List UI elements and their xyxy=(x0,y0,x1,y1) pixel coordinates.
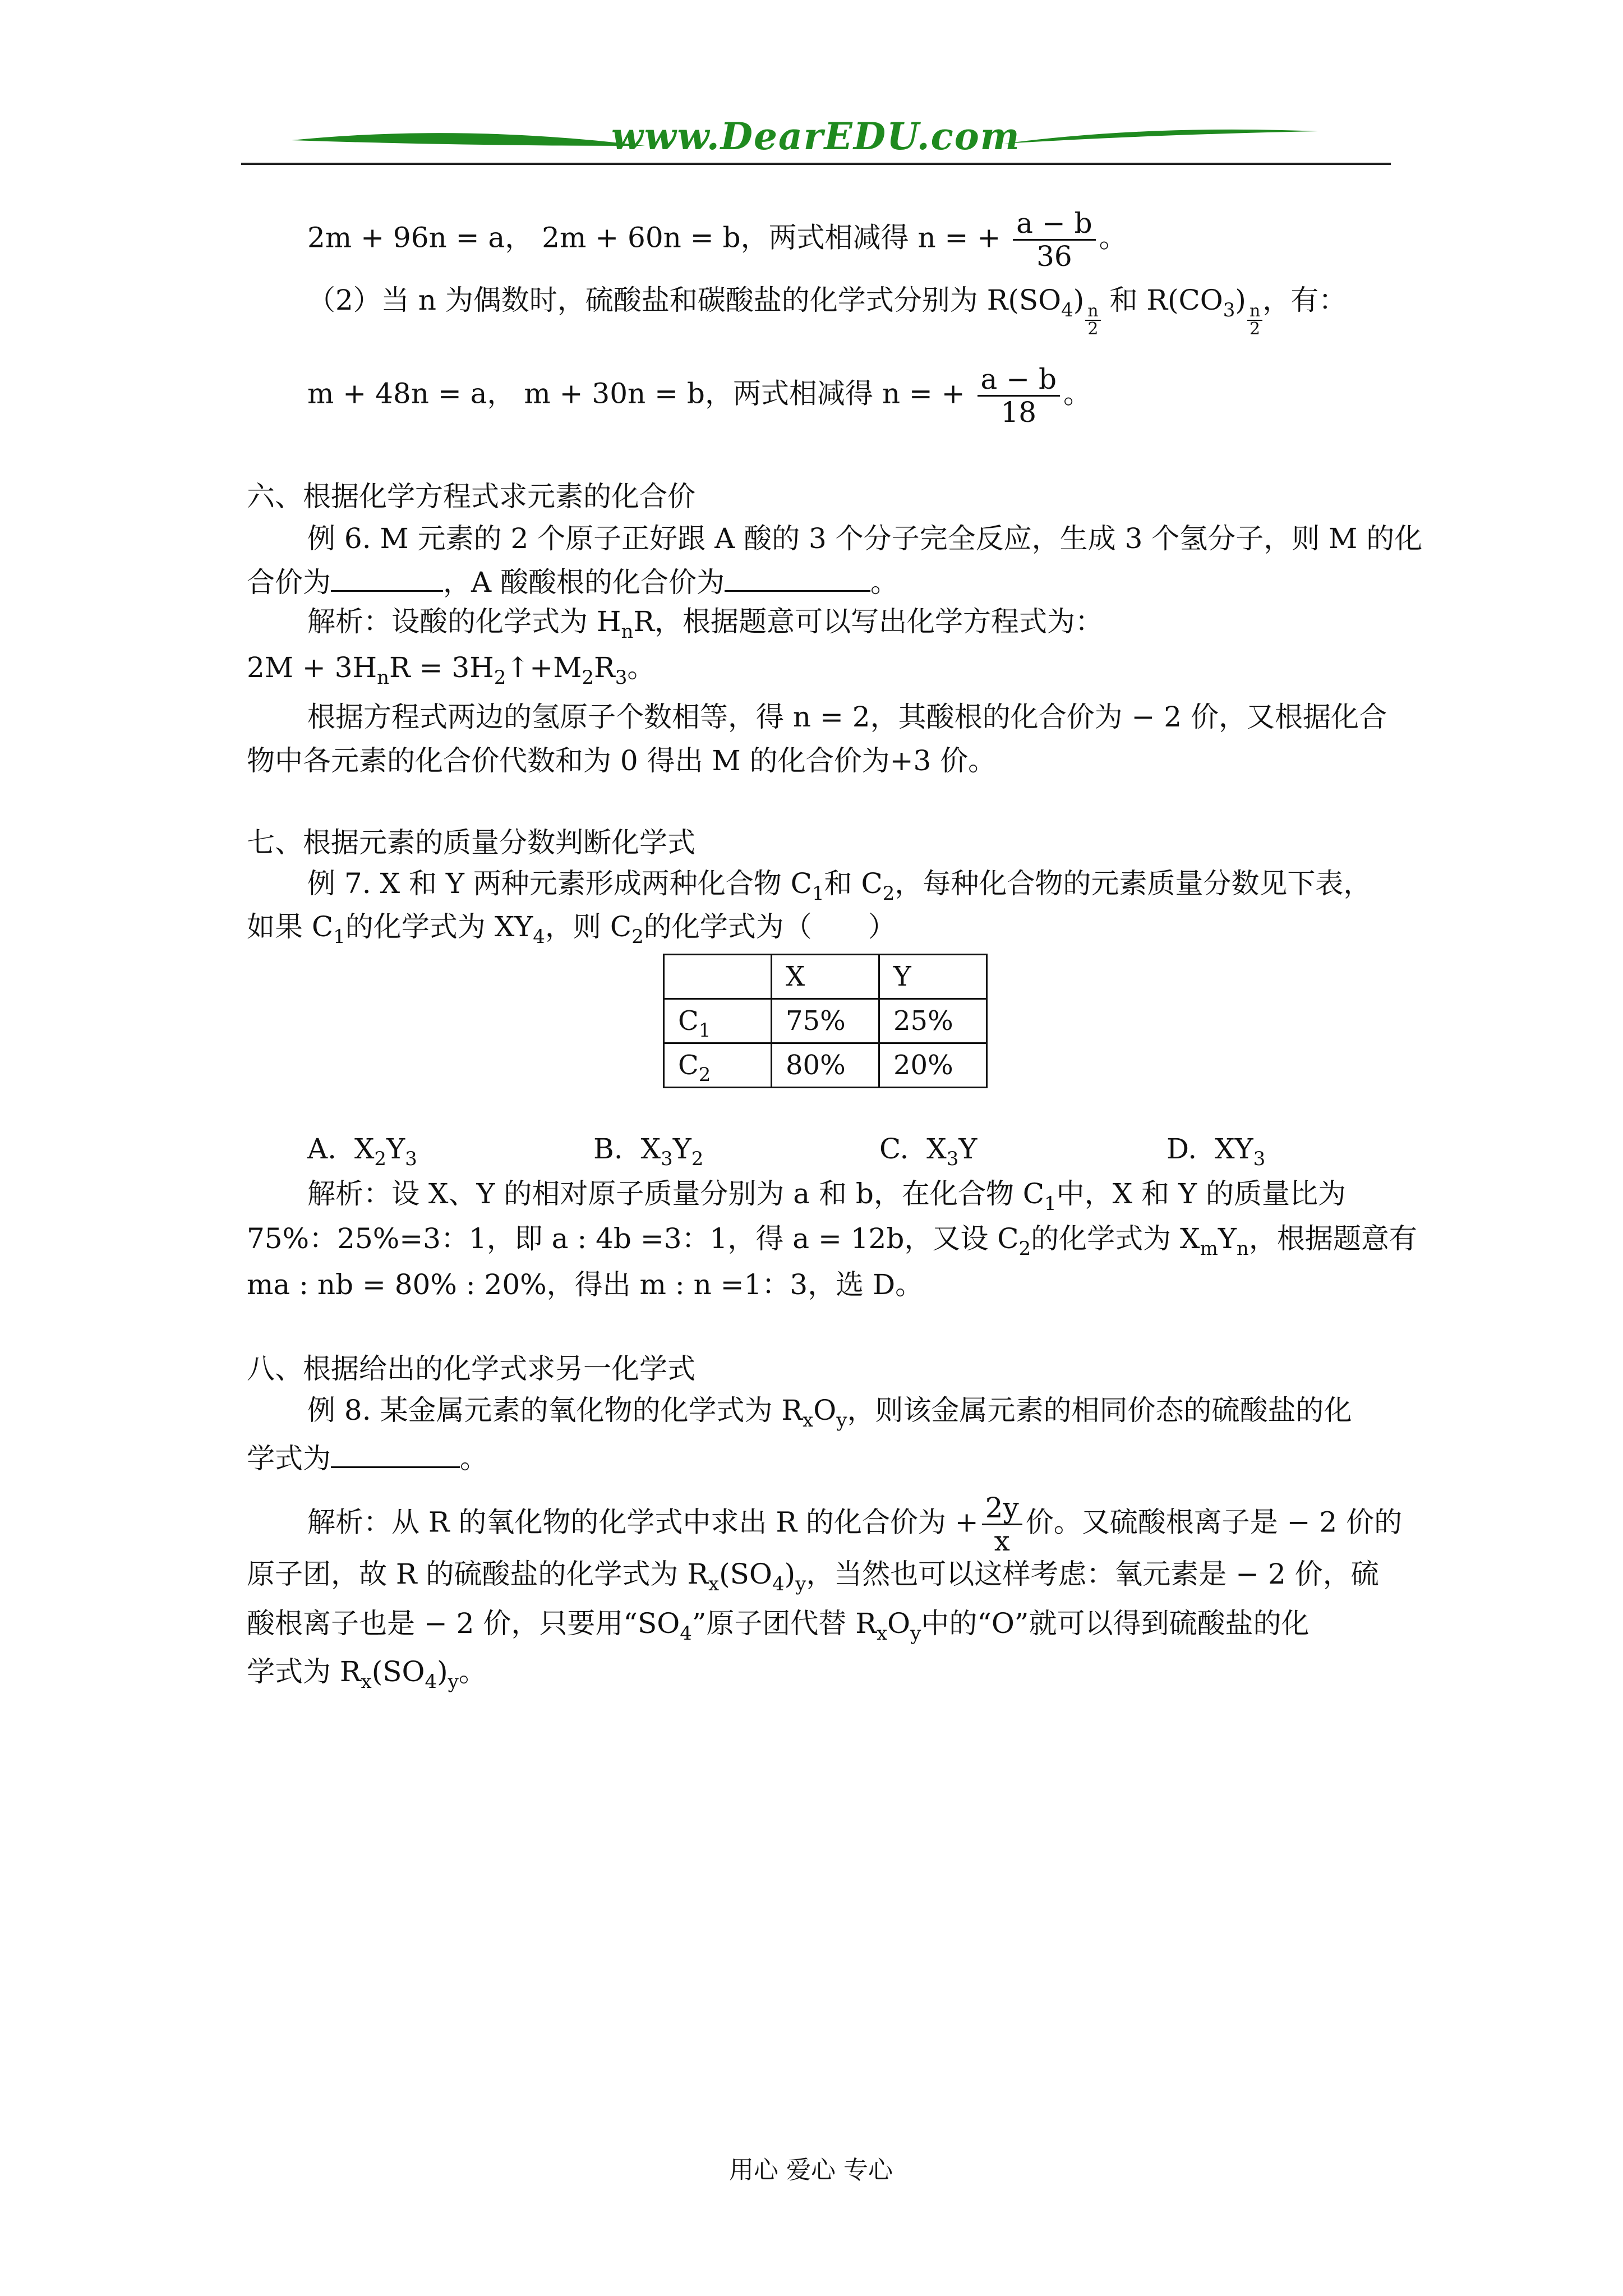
table-cell: 20% xyxy=(879,1043,987,1088)
chemical-equation-6: $2M + 3H_nR$ = $3H_2↑+M_2R_3$。 xyxy=(247,651,656,689)
answer-blank-m-valence xyxy=(331,565,443,592)
example-7-analysis-3: ma : nb = 80% : 20%，得出 m : n =1：3，选 D。 xyxy=(247,1268,924,1301)
page-header xyxy=(241,107,1391,174)
section-8-title: 八、根据给出的化学式求另一化学式 xyxy=(247,1352,695,1385)
example-7-analysis-2: 75%：25%=3：1，即 a : 4b =3：1，得 a = 12b，又设 $C_2$的化学式为 $X_mY_n$，根据题意有 xyxy=(247,1222,1417,1260)
answer-blank-sulfate xyxy=(331,1442,460,1468)
example-8-line-1: 例 8. 某金属元素的氧化物的化学式为 $R_xO_y$，则该金属元素的相同价态的硫酸盐的化 xyxy=(307,1394,1352,1432)
right-swoosh-graphic xyxy=(1004,127,1318,151)
equation-line-1: 2m + 96n = a， 2m + 60n = b，两式相减得 n = + $\frac{a - b}{36}$ 。 xyxy=(307,207,1127,273)
option-b[interactable]: B. $X_3Y_2$ xyxy=(593,1133,704,1170)
answer-blank-acid-radical xyxy=(725,565,870,592)
example-6-analysis-2: 根据方程式两边的氢原子个数相等，得 n = 2，其酸根的化合价为 − 2 价，又根据化合 xyxy=(307,701,1387,733)
paragraph-even-n: （2）当 n 为偶数时，硫酸盐和碳酸盐的化学式分别为 $R(SO_4)$ $\frac{n}{2}$ 和 $R(CO_3)$ $\frac{n}{2}$，有： xyxy=(307,284,1347,339)
header-rule xyxy=(241,163,1391,165)
left-swoosh-graphic xyxy=(292,129,645,156)
example-6-analysis-1: 解析：设酸的化学式为 $H_nR$，根据题意可以写出化学方程式为： xyxy=(307,605,1104,643)
row-label-c1: $C_1$ xyxy=(664,999,772,1043)
table-row xyxy=(664,1043,987,1088)
site-logo-text: www.DearEDU.com xyxy=(611,114,1021,158)
section-6-title: 六、根据化学方程式求元素的化合价 xyxy=(247,480,695,513)
section-7-title: 七、根据元素的质量分数判断化学式 xyxy=(247,826,695,859)
example-6-analysis-3: 物中各元素的化合价代数和为 0 得出 M 的化合价为+3 价。 xyxy=(247,744,997,777)
table-cell: 80% xyxy=(772,1043,879,1088)
example-8-line-2: 学式为 。 xyxy=(247,1442,488,1475)
table-cell xyxy=(664,955,772,999)
table-header-y: Y xyxy=(879,955,987,999)
example-8-analysis-1: 解析：从 R 的氧化物的化学式中求出 R 的化合价为 + $\frac{2y}{x}$ 价。又硫酸根离子是 − 2 价的 xyxy=(307,1492,1403,1557)
table-header-x: X xyxy=(772,955,879,999)
page-footer: 用心 爱心 专心 xyxy=(729,2156,893,2184)
row-label-c2: $C_2$ xyxy=(664,1043,772,1088)
equation-line-3: m + 48n = a， m + 30n = b，两式相减得 n = + $\frac{a - b}{18}$ 。 xyxy=(307,363,1092,429)
table-cell: 75% xyxy=(772,999,879,1043)
example-7-line-1: 例 7. X 和 Y 两种元素形成两种化合物 $C_1$和 $C_2$，每种化合物的元素质量分数见下表， xyxy=(307,867,1372,905)
fraction-2y-x: $\frac{2y}{x}$ xyxy=(982,1492,1022,1557)
table-cell: 25% xyxy=(879,999,987,1043)
example-6-line-1: 例 6. M 元素的 2 个原子正好跟 A 酸的 3 个分子完全反应，生成 3 个氢分子，则 M 的化 xyxy=(307,522,1423,555)
example-8-analysis-2: 原子团，故 R 的硫酸盐的化学式为 $R_x(SO_4)_y$，当然也可以这样考虑：氧元素是 − 2 价，硫 xyxy=(247,1558,1379,1595)
fraction-a-b-36: $\frac{a - b}{36}$ xyxy=(1013,208,1096,272)
fraction-a-b-18: $\frac{a - b}{18}$ xyxy=(978,364,1061,428)
option-d[interactable]: D. $XY_3$ xyxy=(1166,1133,1266,1170)
example-6-line-2: 合价为 ，A 酸酸根的化合价为 。 xyxy=(247,566,899,599)
example-8-analysis-4: 学式为 $R_x(SO_4)_y$。 xyxy=(247,1655,487,1693)
example-7-line-2: 如果 $C_1$的化学式为 $XY_4$，则 $C_2$的化学式为（ ） xyxy=(247,910,896,948)
table-header-row xyxy=(664,955,987,999)
option-a[interactable]: A. $X_2Y_3$ xyxy=(307,1133,417,1170)
example-7-analysis-1: 解析：设 X、Y 的相对原子质量分别为 a 和 b，在化合物 $C_1$中，X 和 Y 的质量比为 xyxy=(307,1177,1346,1215)
table-row xyxy=(664,999,987,1043)
example-8-analysis-3: 酸根离子也是 − 2 价，只要用“$SO_4$”原子团代替 $R_xO_y$中的“O”就可以得到硫酸盐的化 xyxy=(247,1607,1310,1645)
option-c[interactable]: C. $X_3Y$ xyxy=(879,1133,978,1170)
mass-fraction-table xyxy=(663,954,988,1088)
